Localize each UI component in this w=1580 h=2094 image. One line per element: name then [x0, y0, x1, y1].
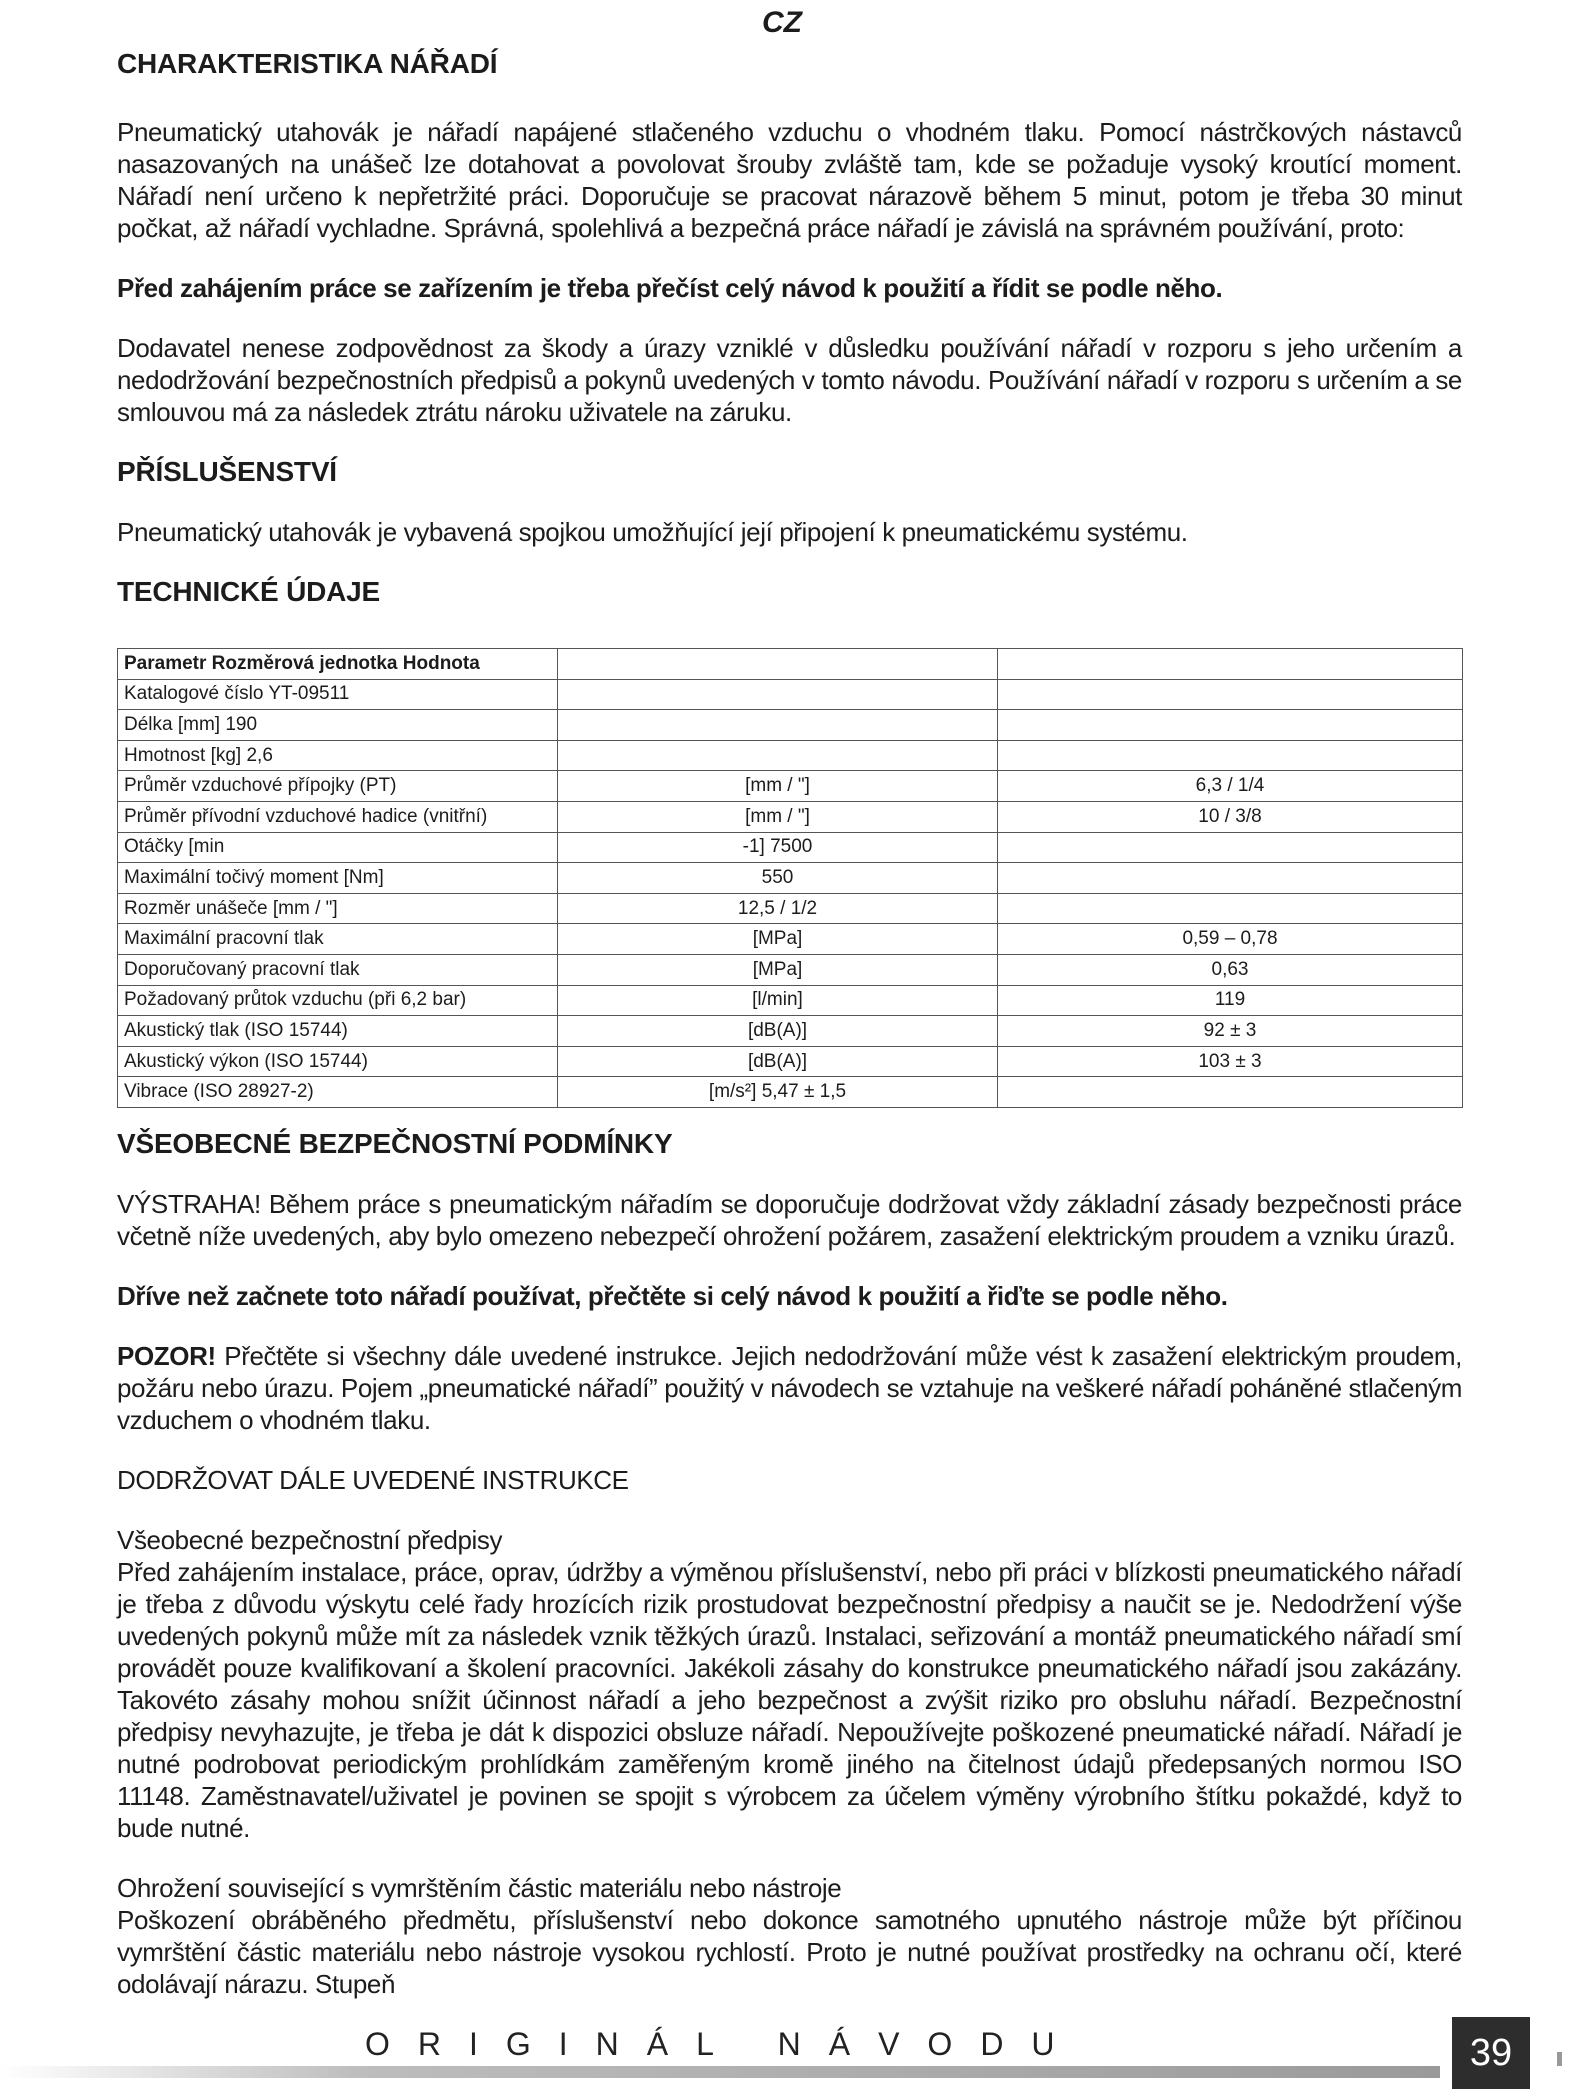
table-cell [998, 740, 1463, 771]
table-cell: Vibrace (ISO 28927-2) [118, 1077, 558, 1108]
caution-text: Přečtěte si všechny dále uvedené instrukce. Jejich nedodržování může vést k zasažení elektrickým proudem, požáru nebo úrazu. Pojem „pneumatické nářadí” použitý v návodech se vztahuje na veškeré nářadí poháněné stlačeným vzduchem o vhodném tlaku. [117, 1340, 1462, 1435]
table-cell: [mm / "] [558, 771, 998, 802]
table-row [118, 710, 1463, 741]
table-cell: 0,59 – 0,78 [998, 924, 1463, 955]
table-cell: Hmotnost [kg] 2,6 [118, 740, 558, 771]
table-cell: Otáčky [min [118, 832, 558, 863]
table-cell [558, 710, 998, 741]
table-cell: 12,5 / 1/2 [558, 893, 998, 924]
table-cell: [m/s²] 5,47 ± 1,5 [558, 1077, 998, 1108]
read-manual-notice: Před zahájením práce se zařízením je třeba přečíst celý návod k použití a řídit se podle něho. [117, 273, 1223, 303]
liability-paragraph: Dodavatel nenese zodpovědnost za škody a úrazy vzniklé v důsledku používání nářadí v rozporu s jeho určením a nedodržování bezpečnostních předpisů a pokynů uvedených v tomto návodu. Používání nářadí v rozporu s určením a se smlouvou má za následek ztrátu nároku uživatele na záruku. [117, 333, 1462, 427]
table-row [118, 679, 1463, 710]
table-row [118, 832, 1463, 863]
table-cell: Rozměr unášeče [mm / "] [118, 893, 558, 924]
section-title-accessories: PŘÍSLUŠENSTVÍ [117, 456, 337, 487]
table-cell [558, 740, 998, 771]
table-cell: Katalogové číslo YT-09511 [118, 679, 558, 710]
table-cell: 92 ± 3 [998, 1016, 1463, 1047]
table-row [118, 1077, 1463, 1108]
table-row [118, 954, 1463, 985]
table-cell: 119 [998, 985, 1463, 1016]
table-cell: Maximální pracovní tlak [118, 924, 558, 955]
table-row [118, 893, 1463, 924]
table-cell [558, 649, 998, 680]
instructions-heading: DODRŽOVAT DÁLE UVEDENÉ INSTRUKCE [117, 1464, 629, 1495]
table-row [118, 1016, 1463, 1047]
read-before-use-notice: Dříve než začnete toto nářadí používat, přečtěte si celý návod k použití a řiďte se podle něho. [117, 1280, 1228, 1311]
table-row [118, 801, 1463, 832]
table-cell [998, 649, 1463, 680]
general-safety-paragraph: Před zahájením instalace, práce, oprav, údržby a výměnou příslušenství, nebo při práci v blízkosti pneumatického nářadí je třeba z důvodu výskytu celé řady hrozících rizik prostudovat bezpečnostní předpisy a naučit se je. Nedodržení výše uvedených pokynů může mít za následek vznik těžkých úrazů. Instalaci, seřizování a montáž pneumatického nářadí smí provádět pouze kvalifikovaní a školení pracovníci. Jakékoli zásahy do konstrukce pneumatického nářadí jsou zakázány. Takovéto zásahy mohou snížit účinnost nářadí a jeho bezpečnost a zvýšit riziko pro obsluhu nářadí. Bezpečnostní předpisy nevyhazujte, je třeba je dát k dispozici obsluze nářadí. Nepoužívejte poškozené pneumatické nářadí. Nářadí je nutné podrobovat periodickým prohlídkám zaměřeným kromě jiného na čitelnost údajů předepsaných normou ISO 11148. Zaměstnavatel/uživatel je povinen se spojit s výrobcem za účelem výměny výrobního štítku pokaždé, když to bude nutné. [117, 1556, 1462, 1843]
technical-data-table [117, 648, 1463, 1108]
table-cell [998, 893, 1463, 924]
language-code: CZ [762, 6, 802, 39]
ejection-hazard-title: Ohrožení související s vymrštěním částic materiálu nebo nástroje [117, 1872, 842, 1903]
table-cell: 6,3 / 1/4 [998, 771, 1463, 802]
table-cell: -1] 7500 [558, 832, 998, 863]
table-cell: 0,63 [998, 954, 1463, 985]
table-cell: Délka [mm] 190 [118, 710, 558, 741]
table-row [118, 924, 1463, 955]
warning-paragraph: VÝSTRAHA! Během práce s pneumatickým nářadím se doporučuje dodržovat vždy základní zásady bezpečnosti práce včetně níže uvedených, aby bylo omezeno nebezpečí ohrožení požárem, zasažení elektrickým proudem a vzniku úrazů. [117, 1188, 1462, 1251]
table-cell: Parametr Rozměrová jednotka Hodnota [118, 649, 558, 680]
table-cell: Průměr vzduchové přípojky (PT) [118, 771, 558, 802]
table-cell: 550 [558, 863, 998, 894]
page-content [117, 48, 1462, 2000]
characteristics-paragraph: Pneumatický utahovák je nářadí napájené stlačeného vzduchu o vhodném tlaku. Pomocí nástrčkových nástavců nasazovaných na unášeč lze dotahovat a povolovat šrouby zvláště tam, kde se požaduje vysoký kroutící moment. Nářadí není určeno k nepřetržité práci. Doporučuje se pracovat nárazově během 5 minut, potom je třeba 30 minut počkat, až nářadí vychladne. Správná, spolehlivá a bezpečná práce nářadí je závislá na správném používání, proto: [117, 117, 1462, 243]
table-cell: [MPa] [558, 924, 998, 955]
table-cell: [dB(A)] [558, 1016, 998, 1047]
section-title-characteristics: CHARAKTERISTIKA NÁŘADÍ [117, 48, 498, 79]
general-safety-title: Všeobecné bezpečnostní předpisy [117, 1524, 503, 1555]
table-cell: [l/min] [558, 985, 998, 1016]
footer-label: ORIGINÁL NÁVODU [365, 2026, 1083, 2062]
table-cell: [dB(A)] [558, 1046, 998, 1077]
table-cell [998, 863, 1463, 894]
table-cell [998, 679, 1463, 710]
table-row [118, 863, 1463, 894]
table-row [118, 771, 1463, 802]
table-row [118, 740, 1463, 771]
caution-label: POZOR! [117, 1340, 216, 1371]
table-cell: Průměr přívodní vzduchové hadice (vnitřní) [118, 801, 558, 832]
table-cell [998, 832, 1463, 863]
table-row [118, 1046, 1463, 1077]
section-title-technical: TECHNICKÉ ÚDAJE [117, 576, 381, 607]
page-number: 39 [1452, 2017, 1530, 2089]
table-cell: Maximální točivý moment [Nm] [118, 863, 558, 894]
accessories-paragraph: Pneumatický utahovák je vybavená spojkou umožňující její připojení k pneumatickému systému. [117, 517, 1188, 547]
table-cell: Akustický tlak (ISO 15744) [118, 1016, 558, 1047]
table-cell: 103 ± 3 [998, 1046, 1463, 1077]
ejection-hazard-paragraph: Poškození obráběného předmětu, příslušenství nebo dokonce samotného upnutého nástroje může být příčinou vymrštění částic materiálu nebo nástroje vysokou rychlostí. Proto je nutné používat prostředky na ochranu očí, které odolávají nárazu. Stupeň [117, 1904, 1462, 1999]
table-cell [558, 679, 998, 710]
table-row [118, 985, 1463, 1016]
table-cell [998, 1077, 1463, 1108]
table-cell: Doporučovaný pracovní tlak [118, 954, 558, 985]
caution-paragraph [117, 1340, 1462, 1436]
section-title-safety: VŠEOBECNÉ BEZPEČNOSTNÍ PODMÍNKY [117, 1127, 673, 1159]
footer-bar [0, 2066, 1440, 2078]
table-cell: Akustický výkon (ISO 15744) [118, 1046, 558, 1077]
table-cell: Požadovaný průtok vzduchu (při 6,2 bar) [118, 985, 558, 1016]
table-cell: [MPa] [558, 954, 998, 985]
table-cell: [mm / "] [558, 801, 998, 832]
edge-mark [1557, 2052, 1562, 2066]
table-cell [998, 710, 1463, 741]
table-row [118, 649, 1463, 680]
table-cell: 10 / 3/8 [998, 801, 1463, 832]
